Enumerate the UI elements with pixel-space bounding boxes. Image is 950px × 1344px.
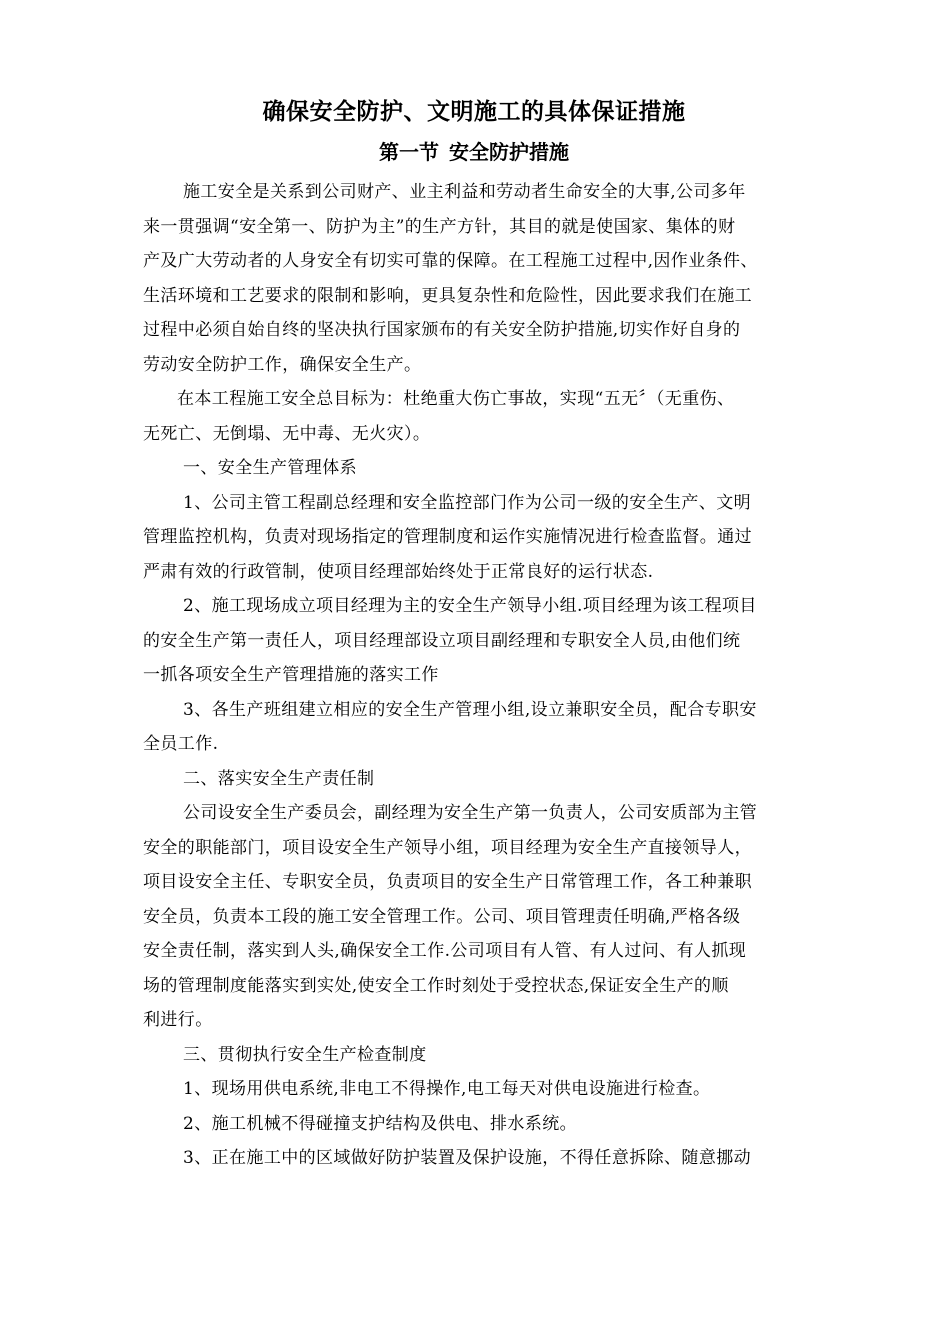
text-line: 2、施工现场成立项目经理为主的安全生产领导小组.项目经理为该工程项目: [183, 596, 757, 616]
text-line: 产及广大劳动者的人身安全有切实可靠的保障。在工程施工过程中,因作业条件、: [143, 251, 758, 271]
text-line: 过程中必须自始自终的坚决执行国家颁布的有关安全防护措施,切实作好自身的: [143, 320, 741, 340]
text-line: 1、现场用供电系统,非电工不得操作,电工每天对供电设施进行检查。: [183, 1079, 711, 1099]
section-title: [143, 132, 805, 172]
text-line: 1、公司主管工程副总经理和安全监控部门作为公司一级的安全生产、文明: [183, 492, 752, 513]
item-3-1: [143, 1072, 805, 1107]
item-1-3: [143, 693, 805, 762]
text-line: 施工安全是关系到公司财产、业主利益和劳动者生命安全的大事,公司多年: [183, 182, 746, 202]
document-title: 确保安全防护、文明施工的具体保证措施: [262, 99, 686, 125]
heading-responsibility: [143, 762, 805, 797]
text-line: 在本工程施工安全总目标为：杜绝重大伤亡事故，实现“五无〞（无重伤、: [177, 389, 735, 409]
heading-management-system: [143, 451, 805, 486]
responsibility-paragraph: [143, 796, 805, 1038]
text-line: 安全员，负责本工段的施工安全管理工作。公司、项目管理责任明确,严格各级: [143, 906, 741, 927]
item-3-3: [143, 1141, 805, 1176]
text-line: 严肃有效的行政管制，使项目经理部始终处于正常良好的运行状态.: [143, 561, 654, 582]
text-line: 3、正在施工中的区域做好防护装置及保护设施，不得任意拆除、随意挪动: [183, 1148, 752, 1168]
item-3-2: [143, 1107, 805, 1142]
text-line: 的安全生产第一责任人，项目经理部设立项目副经理和专职安全人员,由他们统: [143, 630, 741, 651]
intro-paragraph: [143, 175, 805, 382]
text-line: 一抓各项安全生产管理措施的落实工作: [143, 665, 439, 685]
text-line: 利进行。: [143, 1010, 213, 1030]
text-line: 三、贯彻执行安全生产检查制度: [183, 1044, 427, 1065]
heading-inspection: [143, 1038, 805, 1073]
text-line: 无死亡、无倒塌、无中毒、无火灾）。: [143, 423, 431, 444]
text-line: 二、落实安全生产责任制: [183, 768, 375, 789]
text-line: 管理监控机构，负责对现场指定的管理制度和运作实施情况进行检查监督。通过: [143, 527, 752, 547]
goal-paragraph: [143, 382, 805, 451]
document-page: [143, 92, 805, 1176]
text-line: 一、安全生产管理体系: [183, 458, 357, 478]
text-line: 安全责任制，落实到人头,确保安全工作.公司项目有人管、有人过问、有人抓现: [143, 941, 747, 961]
text-line: 公司设安全生产委员会，副经理为安全生产第一负责人，公司安质部为主管: [183, 803, 758, 823]
text-line: 项目设安全主任、专职安全员，负责项目的安全生产日常管理工作，各工种兼职: [143, 872, 752, 892]
text-line: 劳动安全防护工作，确保安全生产。: [143, 354, 422, 375]
text-line: 场的管理制度能落实到实处,使安全工作时刻处于受控状态,保证安全生产的顺: [143, 975, 729, 996]
text-line: 安全的职能部门，项目设安全生产领导小组，项目经理为安全生产直接领导人，: [143, 837, 752, 858]
document-body: [143, 175, 805, 1176]
item-1-1: [143, 486, 805, 590]
item-1-2: [143, 589, 805, 693]
section-name: 安全防护措施: [449, 140, 569, 164]
text-line: 3、各生产班组建立相应的安全生产管理小组,设立兼职安全员，配合专职安: [183, 699, 757, 720]
section-number: 第一节: [379, 140, 439, 164]
text-line: 来一贯强调“安全第一、防护为主”的生产方针，其目的就是使国家、集体的财: [143, 216, 736, 237]
text-line: 2、施工机械不得碰撞支护结构及供电、排水系统。: [183, 1113, 578, 1134]
text-line: 全员工作.: [143, 734, 219, 754]
text-line: 生活环境和工艺要求的限制和影响，更具复杂性和危险性，因此要求我们在施工: [143, 285, 752, 306]
